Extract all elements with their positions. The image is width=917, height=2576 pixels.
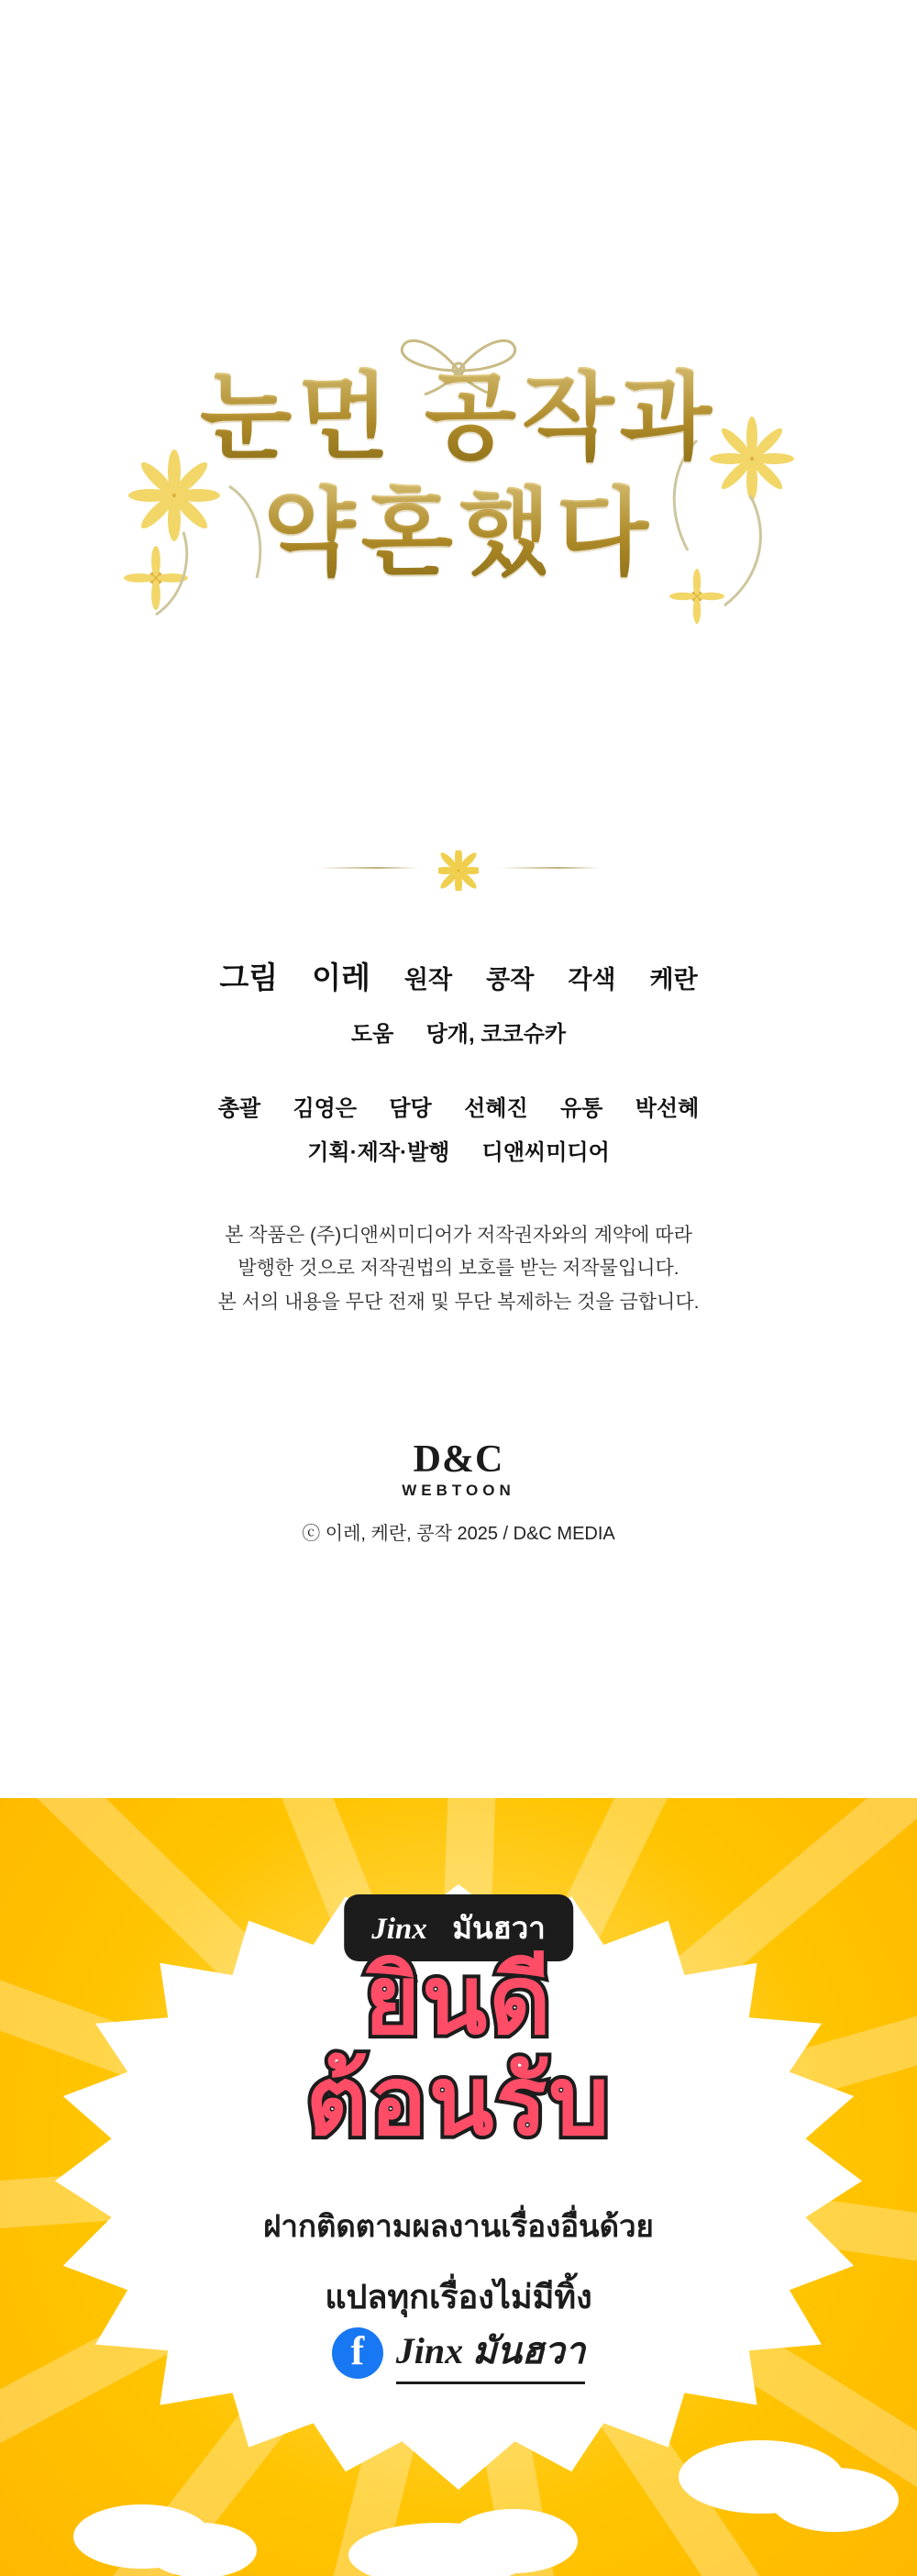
credits-value-distribution: 박선혜: [635, 1096, 700, 1122]
legal-line-2: 발행한 것으로 저작권법의 보호를 받는 저작물입니다.: [238, 1258, 679, 1280]
credits-value-adapt: 케란: [649, 966, 698, 994]
promo-headline: [0, 1948, 917, 2156]
promo-brand-word: มันฮวา: [452, 1911, 546, 1945]
credits-block: [0, 954, 917, 1320]
credits-label-help: 도움: [350, 1022, 394, 1048]
credits-row-help: [0, 1017, 917, 1051]
facebook-page-name[interactable]: Jinx มันฮวา: [396, 2321, 585, 2384]
publisher-logo-main: D&C: [413, 1438, 504, 1481]
publisher-logo: [0, 1440, 917, 1545]
credits-label-chief: 총괄: [217, 1096, 261, 1122]
credits-label-art: 그림: [219, 960, 279, 994]
credits-value-chief: 김영은: [293, 1096, 358, 1122]
credits-value-charge: 선혜진: [464, 1096, 528, 1122]
credits-value-original: 콩작: [486, 966, 535, 994]
legal-notice: [0, 1219, 917, 1320]
credits-label-distribution: 유통: [559, 1096, 603, 1122]
divider-swirl-right: [499, 867, 600, 869]
credits-label-charge: 담당: [389, 1096, 432, 1122]
promo-subtext-line-2: แปลทุกเรื่องไม่มีทิ้ง: [325, 2278, 592, 2315]
divider-flower-icon: [438, 850, 479, 891]
publisher-logo-sub: WEBTOON: [402, 1482, 515, 1499]
divider-ornament: [312, 839, 605, 904]
facebook-icon[interactable]: f: [332, 2327, 383, 2379]
credits-row-publisher: [0, 1136, 917, 1170]
promo-brand-name: Jinx: [371, 1913, 427, 1946]
credits-value-art: 이레: [312, 960, 370, 994]
credits-row-management: [0, 1092, 917, 1126]
legal-line-3: 본 서의 내용을 무단 전재 및 무단 복제하는 것을 금합니다.: [217, 1292, 700, 1314]
promo-headline-line-2: ต้อนรับ: [305, 2049, 612, 2156]
title-line-1: 눈먼 공작과: [110, 367, 807, 470]
promo-subtext: [0, 2202, 917, 2323]
title-artwork: [110, 367, 807, 697]
credits-row-art: [0, 954, 917, 1001]
credits-value-produce: 디앤씨미디어: [481, 1139, 610, 1165]
credits-label-adapt: 각색: [568, 966, 616, 994]
credits-value-help: 당개, 코코슈카: [425, 1022, 567, 1048]
copyright-text: ⓒ 이레, 케란, 콩작 2025 / D&C MEDIA: [302, 1524, 615, 1544]
credits-label-original: 원작: [403, 966, 453, 994]
title-line-2: 약혼했다: [110, 483, 807, 585]
divider-swirl-left: [317, 867, 418, 869]
facebook-link[interactable]: [0, 2321, 917, 2384]
legal-line-1: 본 작품은 (주)디앤씨미디어가 저작권자와의 계약에 따라: [225, 1224, 692, 1246]
credits-label-produce: 기획·제작·발행: [307, 1139, 450, 1165]
promo-headline-line-1: ยินดี: [364, 1948, 553, 2054]
promo-subtext-line-1: ฝากติดตามผลงานเรื่องอื่นด้วย: [263, 2209, 654, 2243]
